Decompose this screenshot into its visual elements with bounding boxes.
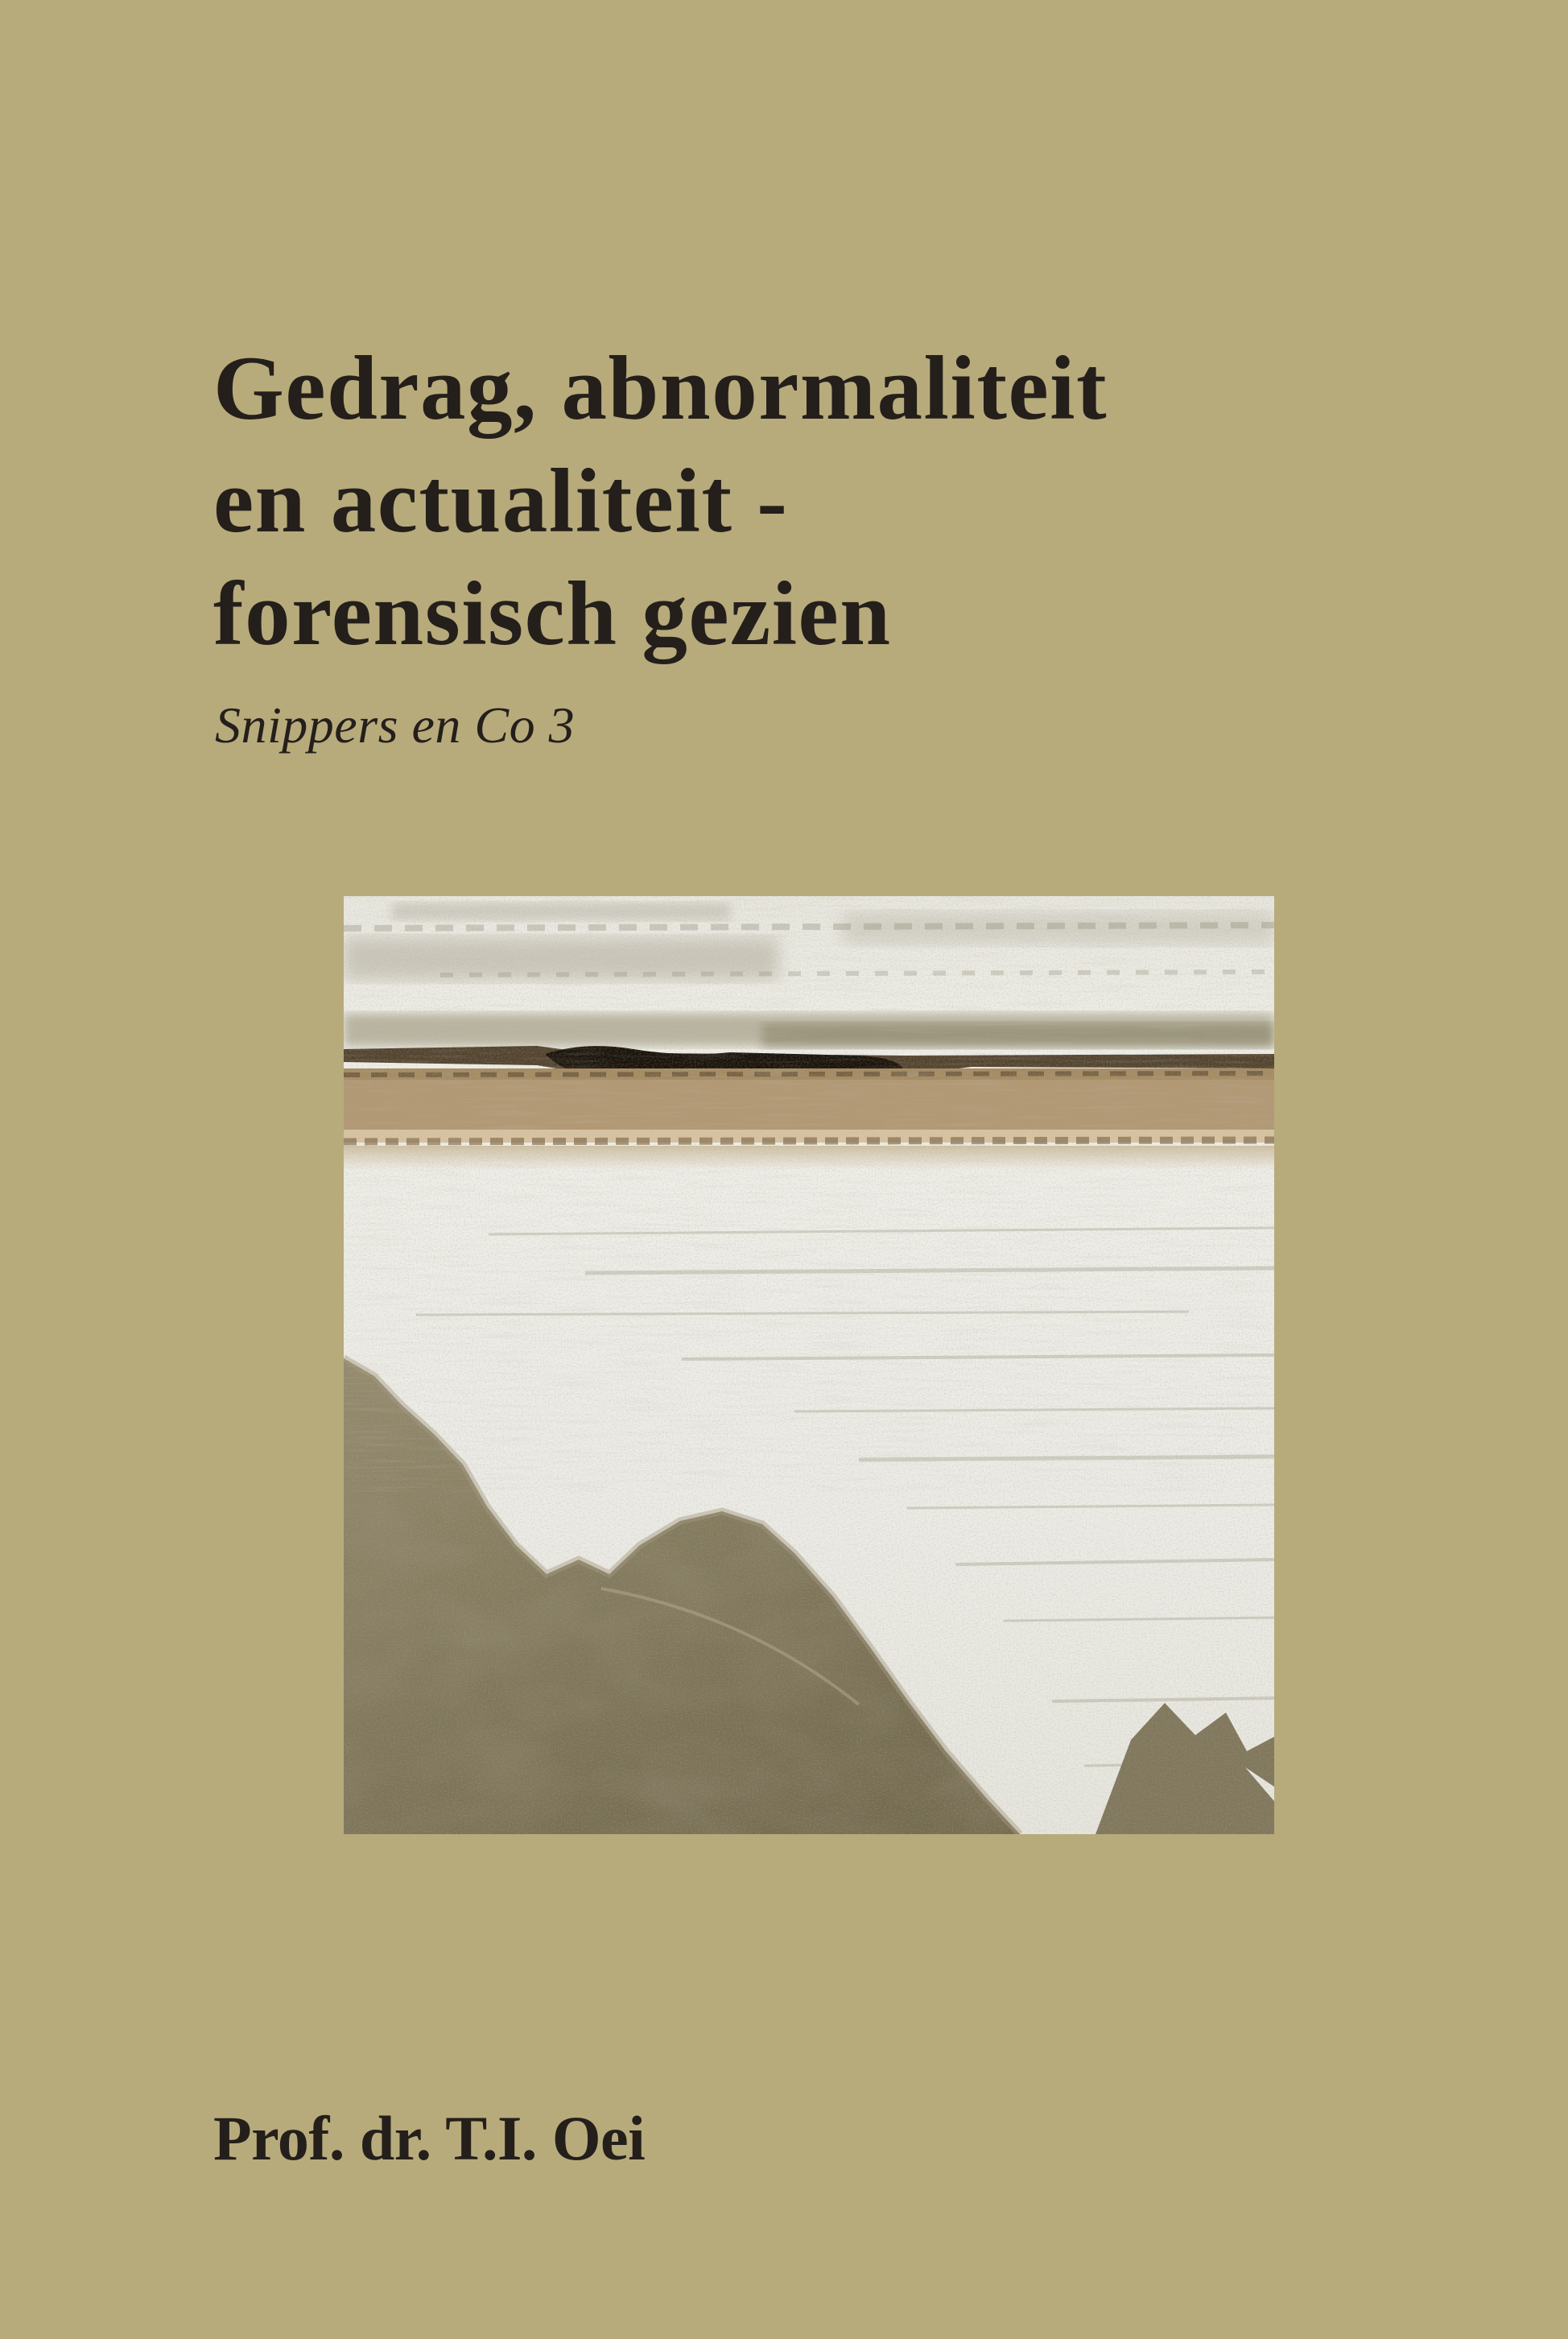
book-title <box>213 333 1108 671</box>
title-line-3: forensisch gezien <box>213 564 892 664</box>
author-name: Prof. dr. T.I. Oei <box>213 2103 646 2173</box>
wall-texture-image <box>344 896 1274 1834</box>
book-subtitle: Snippers en Co 3 <box>215 696 576 754</box>
cover-photo <box>344 896 1274 1834</box>
title-line-2: en actualiteit - <box>213 451 789 552</box>
title-line-1: Gedrag, abnormaliteit <box>213 338 1108 439</box>
